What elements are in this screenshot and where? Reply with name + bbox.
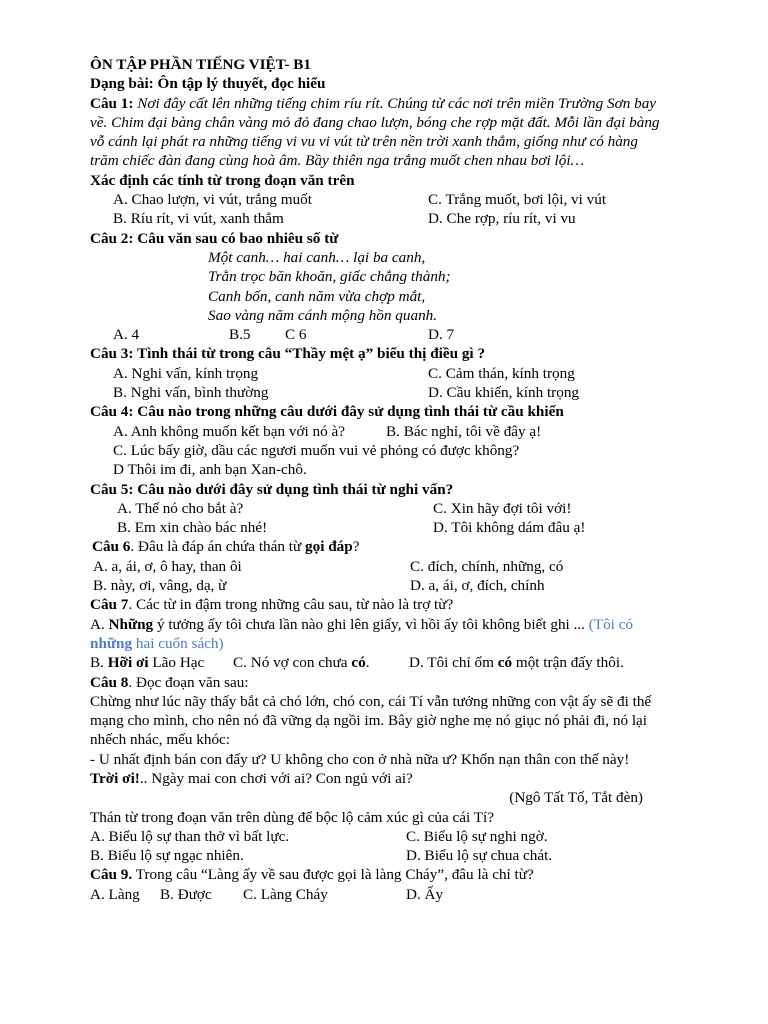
option-end: một trận đấy thôi.	[512, 654, 624, 672]
question-9-label: Câu 9.	[90, 866, 133, 884]
question-8-question: Thán từ trong đoạn văn trên dùng để bộc lộ cảm xúc gì của cái Tí?	[90, 808, 494, 826]
question-5-options-row-2	[90, 518, 675, 537]
question-9-text: Trong câu “Làng ấy về sau được gọi là làng Cháy”, đâu là chỉ từ?	[132, 866, 534, 884]
page-title: ÔN TẬP PHẦN TIẾNG VIỆT- B1	[90, 56, 311, 73]
question-6-text: . Đâu là đáp án chứa thán từ	[130, 538, 306, 556]
question-4-prompt: Câu 4: Câu nào trong những câu dưới đây sử dụng tình thái từ cầu khiến	[90, 403, 564, 421]
question-1-options-row-2	[90, 209, 675, 228]
question-8-option-d[interactable]: D. Biểu lộ sự chua chát.	[406, 847, 553, 865]
question-7-prompt	[90, 595, 675, 614]
question-1-option-a[interactable]: A. Chao lượn, vi vút, trắng muốt	[113, 191, 312, 209]
note-bold-word: những	[90, 634, 133, 652]
bold-word: có	[351, 654, 366, 672]
question-4-option-c[interactable]: C. Lúc bấy giờ, dầu các ngươi muốn vui vẻ phỏng có được không?	[113, 441, 520, 459]
option-text: D. Tôi chỉ ốm	[409, 654, 498, 672]
option-letter: B.	[90, 654, 108, 672]
question-5-prompt: Câu 5: Câu nào dưới đây sử dụng tình thái từ nghi vấn?	[90, 480, 454, 498]
question-3-prompt: Câu 3: Tình thái từ trong câu “Thầy mệt ạ” biểu thị điều gì ?	[90, 345, 486, 363]
question-9-option-b[interactable]: B. Được	[160, 885, 212, 903]
bold-word: Những	[108, 615, 154, 633]
question-9-option-a[interactable]: A. Làng	[90, 885, 140, 903]
bold-word: Hỡi ơi	[107, 654, 149, 672]
question-9-option-c[interactable]: C. Làng Cháy	[243, 885, 328, 903]
question-8-text: . Đọc đoạn văn sau:	[128, 673, 249, 691]
page-subtitle: Dạng bài: Ôn tập lý thuyết, đọc hiểu	[90, 75, 326, 93]
bold-word: có	[497, 654, 513, 672]
note-text: hai cuốn sách)	[132, 634, 224, 652]
question-3-option-d[interactable]: D. Cầu khiến, kính trọng	[428, 384, 580, 402]
question-7-option-b[interactable]	[90, 653, 204, 672]
question-6-bold-term: gọi đáp	[305, 538, 353, 556]
question-9-prompt	[90, 865, 675, 884]
question-3-option-b[interactable]: B. Nghi vấn, bình thường	[113, 384, 269, 402]
question-9-options-row	[90, 885, 675, 904]
question-6-options-row-1	[90, 557, 675, 576]
question-2-option-d[interactable]: D. 7	[428, 326, 455, 344]
question-5-option-a[interactable]: A. Thế nó cho bắt à?	[117, 499, 244, 517]
question-8-passage: Chừng như lúc nãy thấy bắt cả chó lớn, chó con, cái Tí vẫn tưởng những con vật ấy sẽ đi thế mạng cho mình, cho nên nó đã vững dạ ngồi im. Bây giờ nghe mẹ nó giục nó phải đi, nó lại nhếch nhác, mếu khóc:	[90, 692, 652, 749]
option-letter: A.	[90, 615, 109, 633]
question-8-prompt	[90, 673, 675, 692]
option-text: ý tưởng ấy tôi chưa lần nào ghi lên giấy, vì hồi ấy tôi không biết ghi ...	[153, 615, 589, 633]
question-3-option-c[interactable]: C. Cảm thán, kính trọng	[428, 364, 575, 382]
question-5-option-c[interactable]: C. Xin hãy đợi tôi với!	[433, 499, 572, 517]
question-6-end: ?	[352, 538, 360, 556]
question-1-label: Câu 1:	[90, 94, 134, 112]
question-8-quote	[90, 750, 650, 789]
poem-line: Sao vàng năm cánh mộng hồn quanh.	[208, 306, 438, 324]
question-4-option-b[interactable]: B. Bác nghỉ, tôi về đây ạ!	[386, 422, 542, 440]
question-6-option-c[interactable]: C. đích, chính, những, có	[410, 557, 564, 575]
quote-bold: Trời ơi!	[90, 769, 140, 787]
question-8-source: (Ngô Tất Tố, Tắt đèn)	[509, 789, 643, 807]
question-1-prompt: Xác định các tính từ trong đoạn văn trên	[90, 171, 355, 189]
question-8-options-row-1	[90, 827, 675, 846]
question-8-option-b[interactable]: B. Biểu lộ sự ngạc nhiên.	[90, 847, 244, 865]
question-2-options-row	[90, 325, 675, 344]
question-2-option-c[interactable]: C 6	[285, 326, 307, 344]
question-6-options-row-2	[90, 576, 675, 595]
question-8-option-c[interactable]: C. Biểu lộ sự nghi ngờ.	[406, 827, 548, 845]
question-8-option-a[interactable]: A. Biểu lộ sự than thở vì bất lực.	[90, 827, 290, 845]
document-page	[90, 55, 675, 904]
question-7-option-a[interactable]	[90, 615, 675, 654]
question-6-option-a[interactable]: A. a, ái, ơ, ô hay, than ôi	[93, 557, 242, 575]
question-1-option-c[interactable]: C. Trắng muốt, bơi lội, vi vút	[428, 191, 607, 209]
question-6-label: Câu 6	[92, 538, 131, 556]
question-3-options-row-2	[90, 383, 675, 402]
poem-line: Trằn trọc băn khoăn, giấc chẳng thành;	[208, 268, 451, 286]
option-text: Lão Hạc	[148, 654, 205, 672]
question-3-option-a[interactable]: A. Nghi vấn, kính trọng	[113, 364, 259, 382]
question-2-prompt: Câu 2: Câu văn sau có bao nhiêu số từ	[90, 229, 339, 247]
question-5-option-d[interactable]: D. Tôi không dám đâu ạ!	[433, 519, 586, 537]
question-7-label: Câu 7	[90, 596, 129, 614]
question-1-passage	[90, 94, 670, 171]
question-5-option-b[interactable]: B. Em xin chào bác nhé!	[117, 519, 268, 537]
poem-line: Một canh… hai canh… lại ba canh,	[208, 248, 426, 266]
question-1-option-d[interactable]: D. Che rợp, ríu rít, vi vu	[428, 210, 576, 228]
question-8-label: Câu 8	[90, 673, 129, 691]
question-6-option-b[interactable]: B. này, ơi, vâng, dạ, ừ	[93, 577, 227, 595]
question-7-options-row	[90, 653, 675, 672]
question-3-options-row-1	[90, 364, 675, 383]
question-5-options-row-1	[90, 499, 675, 518]
question-7-option-d[interactable]	[409, 653, 624, 672]
option-end: .	[365, 654, 370, 672]
question-1-option-b[interactable]: B. Ríu rít, vi vút, xanh thẳm	[113, 210, 284, 228]
quote-text: .. Ngày mai con chơi với ai? Con ngủ với ai?	[139, 769, 413, 787]
question-1-text: Nơi đây cất lên những tiếng chim ríu rít. Chúng từ các nơi trên miền Trường Sơn bay về. Chim đại bàng chân vàng mỏ đỏ đang chao lượn, bóng che rợp mặt đất. Mỗi lần đại bàng vỗ cánh lại phát ra những tiếng vi vu vi vút từ trên nền trời xanh thẳm, giống như có hàng trăm chiếc đàn đang cùng hoà âm. Bầy thiên nga trắng muốt chen nhau bơi lội…	[90, 94, 660, 170]
note-text: (Tôi có	[588, 615, 634, 633]
question-7-text: . Các từ in đậm trong những câu sau, từ nào là trợ từ?	[128, 596, 454, 614]
option-text: C. Nó vợ con chưa	[233, 654, 352, 672]
question-9-option-d[interactable]: D. Ấy	[406, 885, 444, 903]
question-1-options-row-1	[90, 190, 675, 209]
poem-line: Canh bốn, canh năm vừa chợp mắt,	[208, 287, 426, 305]
question-4-option-d[interactable]: D Thôi im đi, anh bạn Xan-chô.	[113, 461, 307, 479]
question-6-prompt	[90, 537, 675, 556]
quote-text: - U nhất định bán con đấy ư? U không cho con ở nhà nữa ư? Khốn nạn thân con thế này!	[90, 750, 630, 768]
question-2-option-a[interactable]: A. 4	[113, 326, 140, 344]
question-8-options-row-2	[90, 846, 675, 865]
question-2-option-b[interactable]: B.5	[229, 326, 251, 344]
question-7-option-c[interactable]	[233, 653, 369, 672]
question-6-option-d[interactable]: D. a, ái, ơ, đích, chính	[410, 577, 545, 595]
question-4-options-row-1	[90, 422, 675, 441]
question-4-option-a[interactable]: A. Anh không muốn kết bạn với nó à?	[113, 422, 346, 440]
